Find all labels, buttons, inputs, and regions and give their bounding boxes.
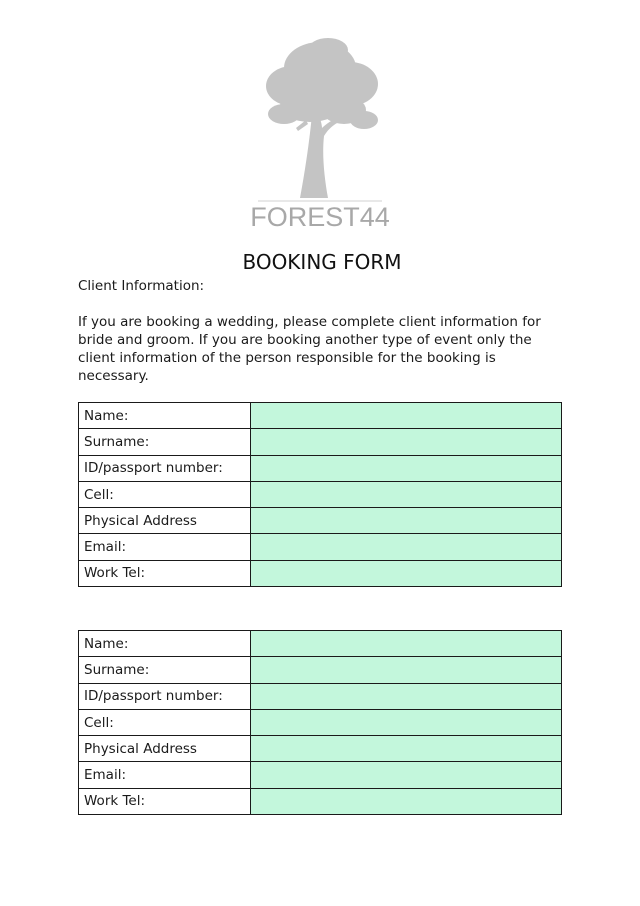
table-row xyxy=(79,508,562,534)
intro-paragraph: If you are booking a wedding, please complete client information for bride and groom. If you are booking another type of event only the client information of the person responsible for the booking is necessary. xyxy=(78,314,541,384)
id-passport-field[interactable] xyxy=(251,455,562,481)
physical-address-field[interactable] xyxy=(251,736,562,762)
field-label: Surname: xyxy=(79,429,251,455)
email-field[interactable] xyxy=(251,534,562,560)
page-title: BOOKING FORM xyxy=(242,250,402,274)
table-row xyxy=(79,709,562,735)
field-label: Physical Address xyxy=(79,508,251,534)
cell-field[interactable] xyxy=(251,709,562,735)
work-tel-field[interactable] xyxy=(251,560,562,586)
table-row xyxy=(79,762,562,788)
email-field[interactable] xyxy=(251,762,562,788)
name-field[interactable] xyxy=(251,631,562,657)
forest44-logo xyxy=(240,36,400,236)
field-label: Surname: xyxy=(79,657,251,683)
table-row xyxy=(79,481,562,507)
field-label: Work Tel: xyxy=(79,560,251,586)
table-row xyxy=(79,788,562,814)
table-row xyxy=(79,429,562,455)
table-row xyxy=(79,683,562,709)
field-label: Work Tel: xyxy=(79,788,251,814)
table-row xyxy=(79,560,562,586)
work-tel-field[interactable] xyxy=(251,788,562,814)
surname-field[interactable] xyxy=(251,657,562,683)
field-label: Cell: xyxy=(79,709,251,735)
name-field[interactable] xyxy=(251,403,562,429)
field-label: Email: xyxy=(79,762,251,788)
surname-field[interactable] xyxy=(251,429,562,455)
field-label: Name: xyxy=(79,631,251,657)
table-row xyxy=(79,657,562,683)
tree-icon xyxy=(240,36,400,206)
field-label: Cell: xyxy=(79,481,251,507)
table-row xyxy=(79,403,562,429)
table-row xyxy=(79,736,562,762)
field-label: Physical Address xyxy=(79,736,251,762)
cell-field[interactable] xyxy=(251,481,562,507)
field-label: ID/passport number: xyxy=(79,683,251,709)
field-label: Name: xyxy=(79,403,251,429)
physical-address-field[interactable] xyxy=(251,508,562,534)
table-row xyxy=(79,534,562,560)
table-row xyxy=(79,455,562,481)
field-label: ID/passport number: xyxy=(79,455,251,481)
client-info-table-1 xyxy=(78,402,562,587)
field-label: Email: xyxy=(79,534,251,560)
id-passport-field[interactable] xyxy=(251,683,562,709)
section-label: Client Information: xyxy=(78,278,205,294)
client-info-table-2 xyxy=(78,630,562,815)
table-row xyxy=(79,631,562,657)
logo-wordmark: FOREST44 xyxy=(250,202,390,232)
